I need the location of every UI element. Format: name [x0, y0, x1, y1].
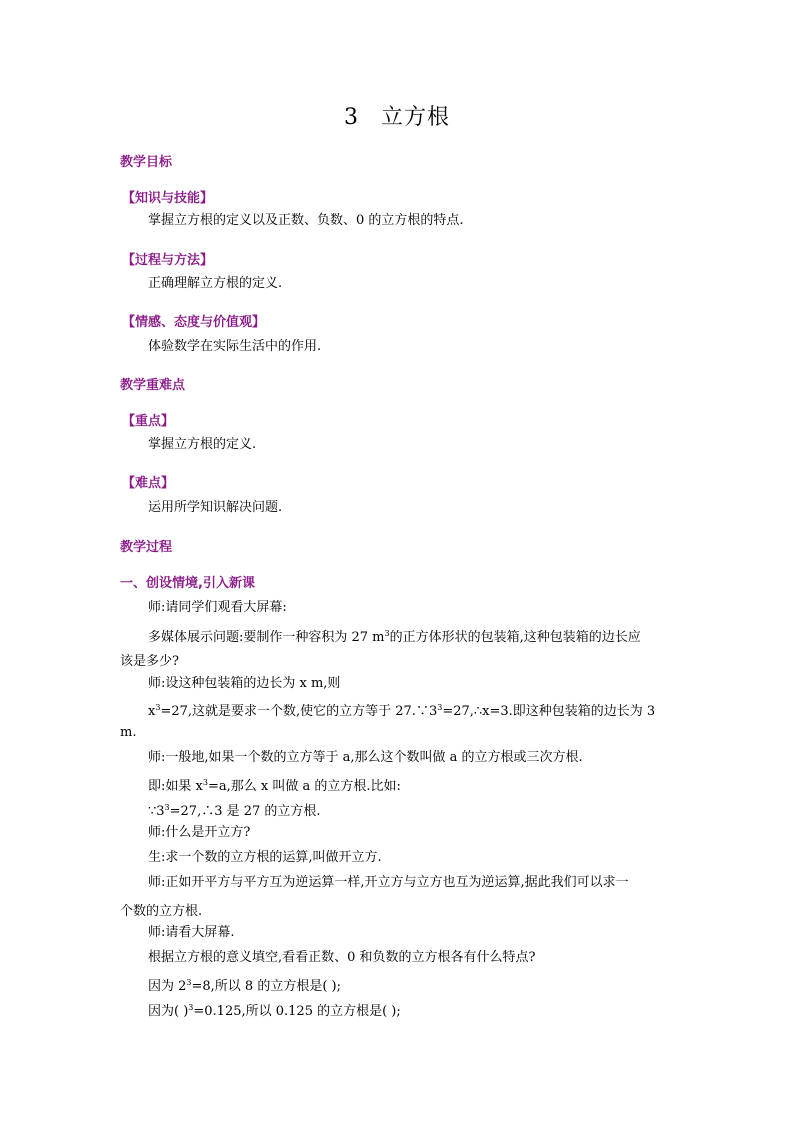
heading-teaching-goals: 教学目标: [120, 155, 173, 170]
line-exercise-2: 因为( )$^3$=0.125,所以 0.125 的立方根是( );: [148, 1003, 401, 1019]
heading-hard: 【难点】: [122, 476, 175, 491]
line-problem-cont: 该是多少?: [120, 654, 179, 669]
text-emotion: 体验数学在实际生活中的作用.: [148, 339, 322, 354]
line-inverse: 师:正如开平方与平方互为逆运算一样,开立方与立方也互为逆运算,据此我们可以求一: [148, 875, 629, 890]
text-process-method: 正确理解立方根的定义.: [148, 276, 283, 291]
line-equation-cont: m.: [120, 725, 137, 740]
heading-knowledge: 【知识与技能】: [122, 191, 214, 206]
line-equation: $x^3=27$,这就是要求一个数,使它的立方等于 $27.\because 3^3=27,\therefore x=3$.即这种包装箱的边长为 3: [148, 703, 656, 719]
line-fill-blank: 根据立方根的意义填空,看看正数、0 和负数的立方根各有什么特点?: [148, 950, 536, 965]
heading-key: 【重点】: [122, 414, 175, 429]
line-exercise-1: 因为 $2^3=8$,所以 8 的立方根是( );: [148, 978, 341, 994]
line-question: 师:什么是开立方?: [148, 825, 251, 840]
heading-key-difficulty: 教学重难点: [120, 378, 186, 393]
text-hard: 运用所学知识解决问题.: [148, 500, 283, 515]
line-problem: 多媒体展示问题:要制作一种容积为 27 $m^3$的正方体形状的包装箱,这种包装箱的边长应: [148, 629, 641, 645]
line-that-is: 即:如果 $x^3=a$,那么 x 叫做 a 的立方根.比如:: [148, 778, 401, 794]
title-text: 立方根: [380, 105, 450, 130]
line-inverse-cont: 个数的立方根.: [120, 904, 203, 919]
line-example: $\because 3^3=27,\therefore 3$ 是 27 的立方根.: [148, 803, 321, 819]
line-answer: 生:求一个数的立方根的运算,叫做开立方.: [148, 850, 382, 865]
line-teacher-let: 师:设这种包装箱的边长为 x m,则: [148, 676, 341, 691]
line-teacher-watch: 师:请同学们观看大屏幕:: [148, 600, 287, 615]
heading-emotion: 【情感、态度与价值观】: [122, 315, 266, 330]
line-see-screen: 师:请看大屏幕.: [148, 925, 235, 940]
page-title: [0, 100, 794, 131]
text-key: 掌握立方根的定义.: [148, 437, 257, 452]
line-definition: 师:一般地,如果一个数的立方等于 a,那么这个数叫做 a 的立方根或三次方根.: [148, 750, 583, 765]
heading-teaching-process: 教学过程: [120, 540, 173, 555]
heading-intro: 一、创设情境,引入新课: [120, 576, 255, 591]
title-number: 3: [343, 105, 359, 130]
text-knowledge: 掌握立方根的定义以及正数、负数、0 的立方根的特点.: [148, 213, 464, 228]
heading-process-method: 【过程与方法】: [122, 253, 214, 268]
